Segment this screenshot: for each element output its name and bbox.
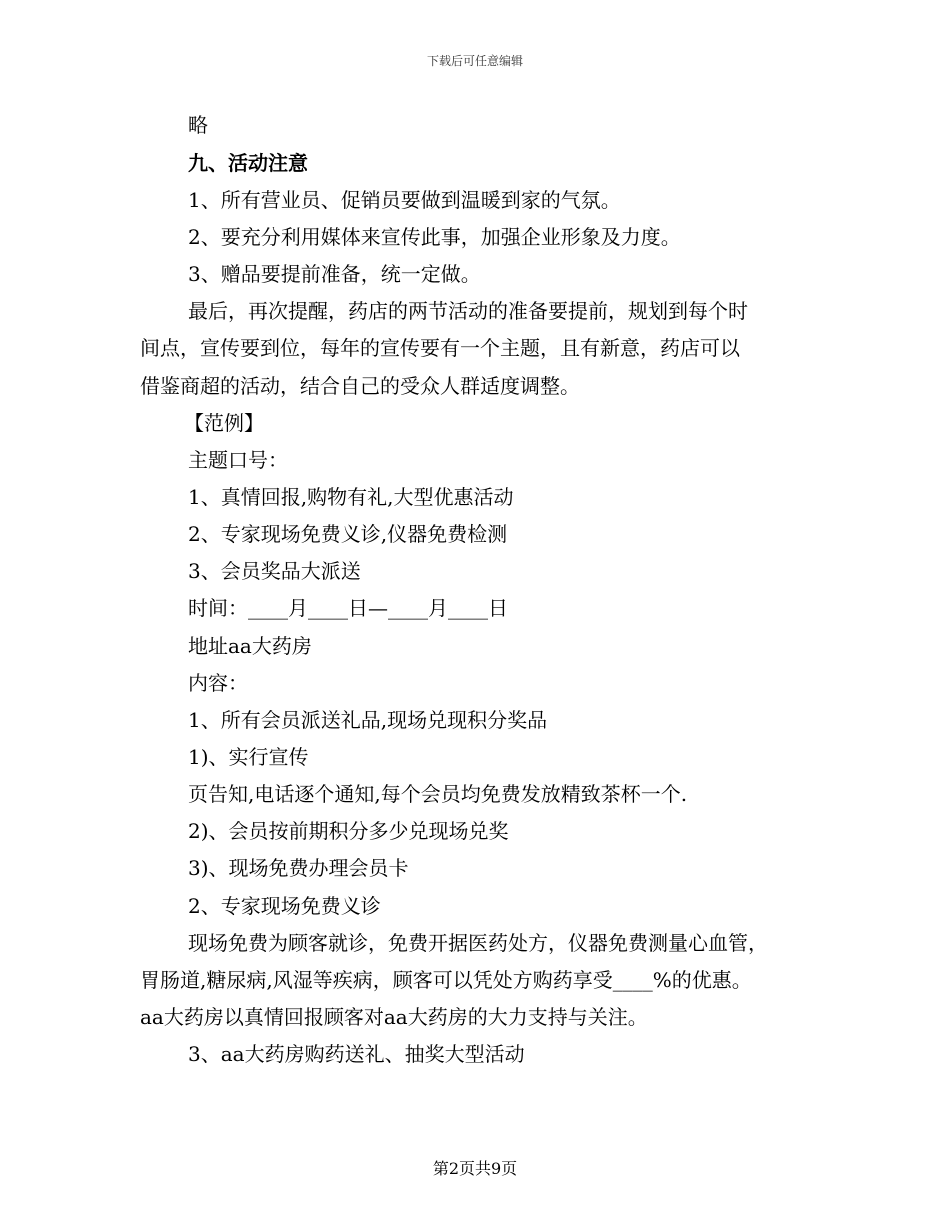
list-item: 2、专家现场免费义诊,仪器免费检测 <box>188 522 508 546</box>
list-item: 3、赠品要提前准备，统一定做。 <box>188 262 481 286</box>
paragraph-line: 现场免费为顾客就诊，免费开据医药处方，仪器免费测量心血管， <box>188 931 768 955</box>
page-footer: 第2页共9页 <box>432 1159 518 1178</box>
paragraph-line: 借鉴商超的活动，结合自己的受众人群适度调整。 <box>140 374 580 398</box>
list-item: 1、真情回报,购物有礼,大型优惠活动 <box>188 485 514 509</box>
example-heading: 【范例】 <box>184 411 264 435</box>
list-item: 2、专家现场免费义诊 <box>188 894 381 918</box>
page-header: 下载后可任意编辑 <box>426 54 523 68</box>
list-item: 2、要充分利用媒体来宣传此事，加强企业形象及力度。 <box>188 225 681 249</box>
paragraph-line: 最后，再次提醒，药店的两节活动的准备要提前，规划到每个时 <box>188 299 748 323</box>
paragraph-line: 间点，宣传要到位，每年的宣传要有一个主题，且有新意，药店可以 <box>140 336 740 360</box>
list-item: 3)、现场免费办理会员卡 <box>188 856 409 880</box>
list-item: 3、会员奖品大派送 <box>188 559 361 583</box>
list-item: 2)、会员按前期积分多少兑现场兑奖 <box>188 819 509 843</box>
list-item: 1、所有营业员、促销员要做到温暖到家的气氛。 <box>188 188 621 212</box>
text-line: 页告知,电话逐个通知,每个会员均免费发放精致茶杯一个. <box>188 782 688 806</box>
list-item: 1、所有会员派送礼品,现场兑现积分奖品 <box>188 708 548 732</box>
address-line: 地址aa大药房 <box>188 634 312 658</box>
list-item: 3、aa大药房购药送礼、抽奖大型活动 <box>188 1042 525 1066</box>
text-line: 主题口号： <box>188 448 288 472</box>
list-item: 1)、实行宣传 <box>188 745 309 769</box>
text-line: 略 <box>188 113 208 137</box>
paragraph-line: 胃肠道,糖尿病,风湿等疾病，顾客可以凭处方购药享受____%的优惠。 <box>140 968 752 992</box>
text-line: 内容： <box>188 671 248 695</box>
paragraph-line: aa大药房以真情回报顾客对aa大药房的大力支持与关注。 <box>140 1005 648 1029</box>
section-heading: 九、活动注意 <box>188 151 308 175</box>
time-line: 时间：____月____日—____月____日 <box>188 596 508 620</box>
